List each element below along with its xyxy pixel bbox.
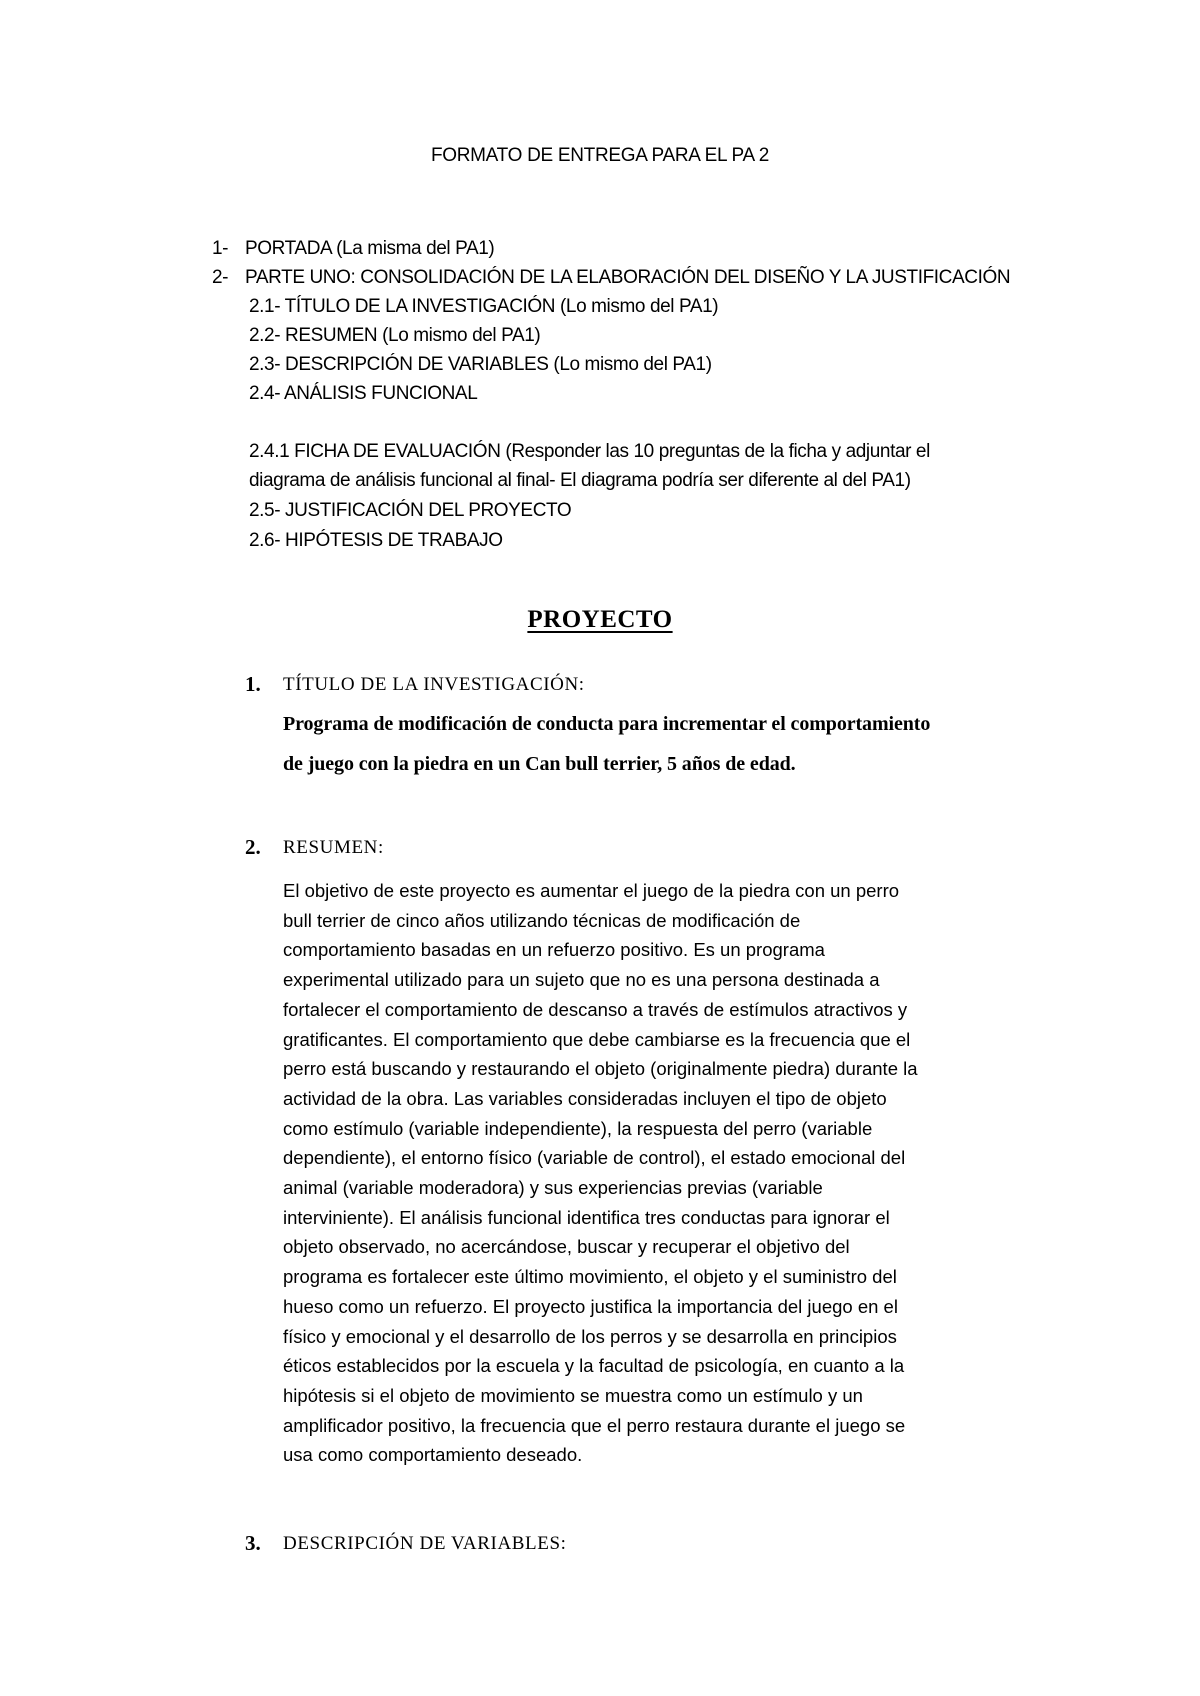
summary-line: comportamiento basadas en un refuerzo positivo. Es un programa — [283, 939, 825, 961]
summary-line: hipótesis si el objeto de movimiento se muestra como un estímulo y un — [283, 1384, 863, 1406]
sub-item-2-2: 2.2- RESUMEN (Lo mismo del PA1) — [249, 325, 541, 346]
summary-line: físico y emocional y el desarrollo de los perros y se desarrolla en principios — [283, 1325, 897, 1347]
summary-line: amplificador positivo, la frecuencia que el perro restaura durante el juego se — [283, 1414, 906, 1436]
outline-item-parte-uno — [0, 267, 1200, 291]
sub-item-2-6: 2.6- HIPÓTESIS DE TRABAJO — [249, 530, 503, 551]
outline-item-portada — [0, 238, 1200, 262]
document-title: FORMATO DE ENTREGA PARA EL PA 2 — [430, 145, 770, 166]
project-heading: PROYECTO — [527, 606, 673, 633]
sub-item-2-4-1: 2.4.1 FICHA DE EVALUACIÓN (Responder las 10 preguntas de la ficha y adjuntar el — [249, 441, 930, 462]
section-title-variables: DESCRIPCIÓN DE VARIABLES: — [283, 1533, 567, 1554]
section-number: 3. — [245, 1531, 261, 1555]
sub-item-2-4: 2.4- ANÁLISIS FUNCIONAL — [249, 383, 478, 404]
summary-paragraph — [283, 876, 1003, 1470]
outline-text: PORTADA (La misma del PA1) — [245, 238, 495, 259]
summary-line: experimental utilizado para un sujeto que no es una persona destinada a — [283, 969, 880, 991]
summary-line: perro está buscando y restaurando el objeto (originalmente piedra) durante la — [283, 1058, 918, 1080]
section-number: 1. — [245, 672, 261, 696]
summary-line: dependiente), el entorno físico (variable de control), el estado emocional del — [283, 1147, 906, 1169]
summary-line: como estímulo (variable independiente), la respuesta del perro (variable — [283, 1117, 873, 1139]
summary-line: usa como comportamiento deseado. — [283, 1444, 583, 1466]
sub-item-2-3: 2.3- DESCRIPCIÓN DE VARIABLES (Lo mismo del PA1) — [249, 354, 712, 375]
summary-line: fortalecer el comportamiento de descanso a través de estímulos atractivos y — [283, 998, 908, 1020]
section-title-resumen: RESUMEN: — [283, 837, 384, 858]
summary-line: éticos establecidos por la escuela y la facultad de psicología, en cuanto a la — [283, 1355, 905, 1377]
sub-item-2-4-1-continued: diagrama de análisis funcional al final- El diagrama podría ser diferente al del PA1) — [249, 470, 911, 491]
summary-line: objeto observado, no acercándose, buscar y recuperar el objetivo del — [283, 1236, 850, 1258]
sub-item-2-1: 2.1- TÍTULO DE LA INVESTIGACIÓN (Lo mismo del PA1) — [249, 296, 719, 317]
summary-line: interviniente). El análisis funcional identifica tres conductas para ignorar el — [283, 1206, 890, 1228]
outline-text: PARTE UNO: CONSOLIDACIÓN DE LA ELABORACIÓN DEL DISEÑO Y LA JUSTIFICACIÓN — [245, 267, 1011, 288]
sub-item-2-5: 2.5- JUSTIFICACIÓN DEL PROYECTO — [249, 500, 572, 521]
section-title-titulo: TÍTULO DE LA INVESTIGACIÓN: — [283, 674, 585, 695]
summary-line: programa es fortalecer este último movimiento, el objeto y el suministro del — [283, 1266, 897, 1288]
research-title-line: Programa de modificación de conducta para incrementar el comportamiento — [283, 713, 931, 735]
research-title-line: de juego con la piedra en un Can bull terrier, 5 años de edad. — [283, 753, 796, 775]
outline-number: 1- — [212, 238, 229, 259]
summary-line: gratificantes. El comportamiento que debe cambiarse es la frecuencia que el — [283, 1028, 911, 1050]
section-number: 2. — [245, 835, 261, 859]
summary-line: animal (variable moderadora) y sus experiencias previas (variable — [283, 1177, 823, 1199]
summary-line: El objetivo de este proyecto es aumentar el juego de la piedra con un perro — [283, 880, 900, 901]
summary-line: actividad de la obra. Las variables consideradas incluyen el tipo de objeto — [283, 1087, 887, 1109]
summary-line: bull terrier de cinco años utilizando técnicas de modificación de — [283, 909, 801, 931]
summary-line: hueso como un refuerzo. El proyecto justifica la importancia del juego en el — [283, 1295, 898, 1317]
outline-number: 2- — [212, 267, 229, 288]
